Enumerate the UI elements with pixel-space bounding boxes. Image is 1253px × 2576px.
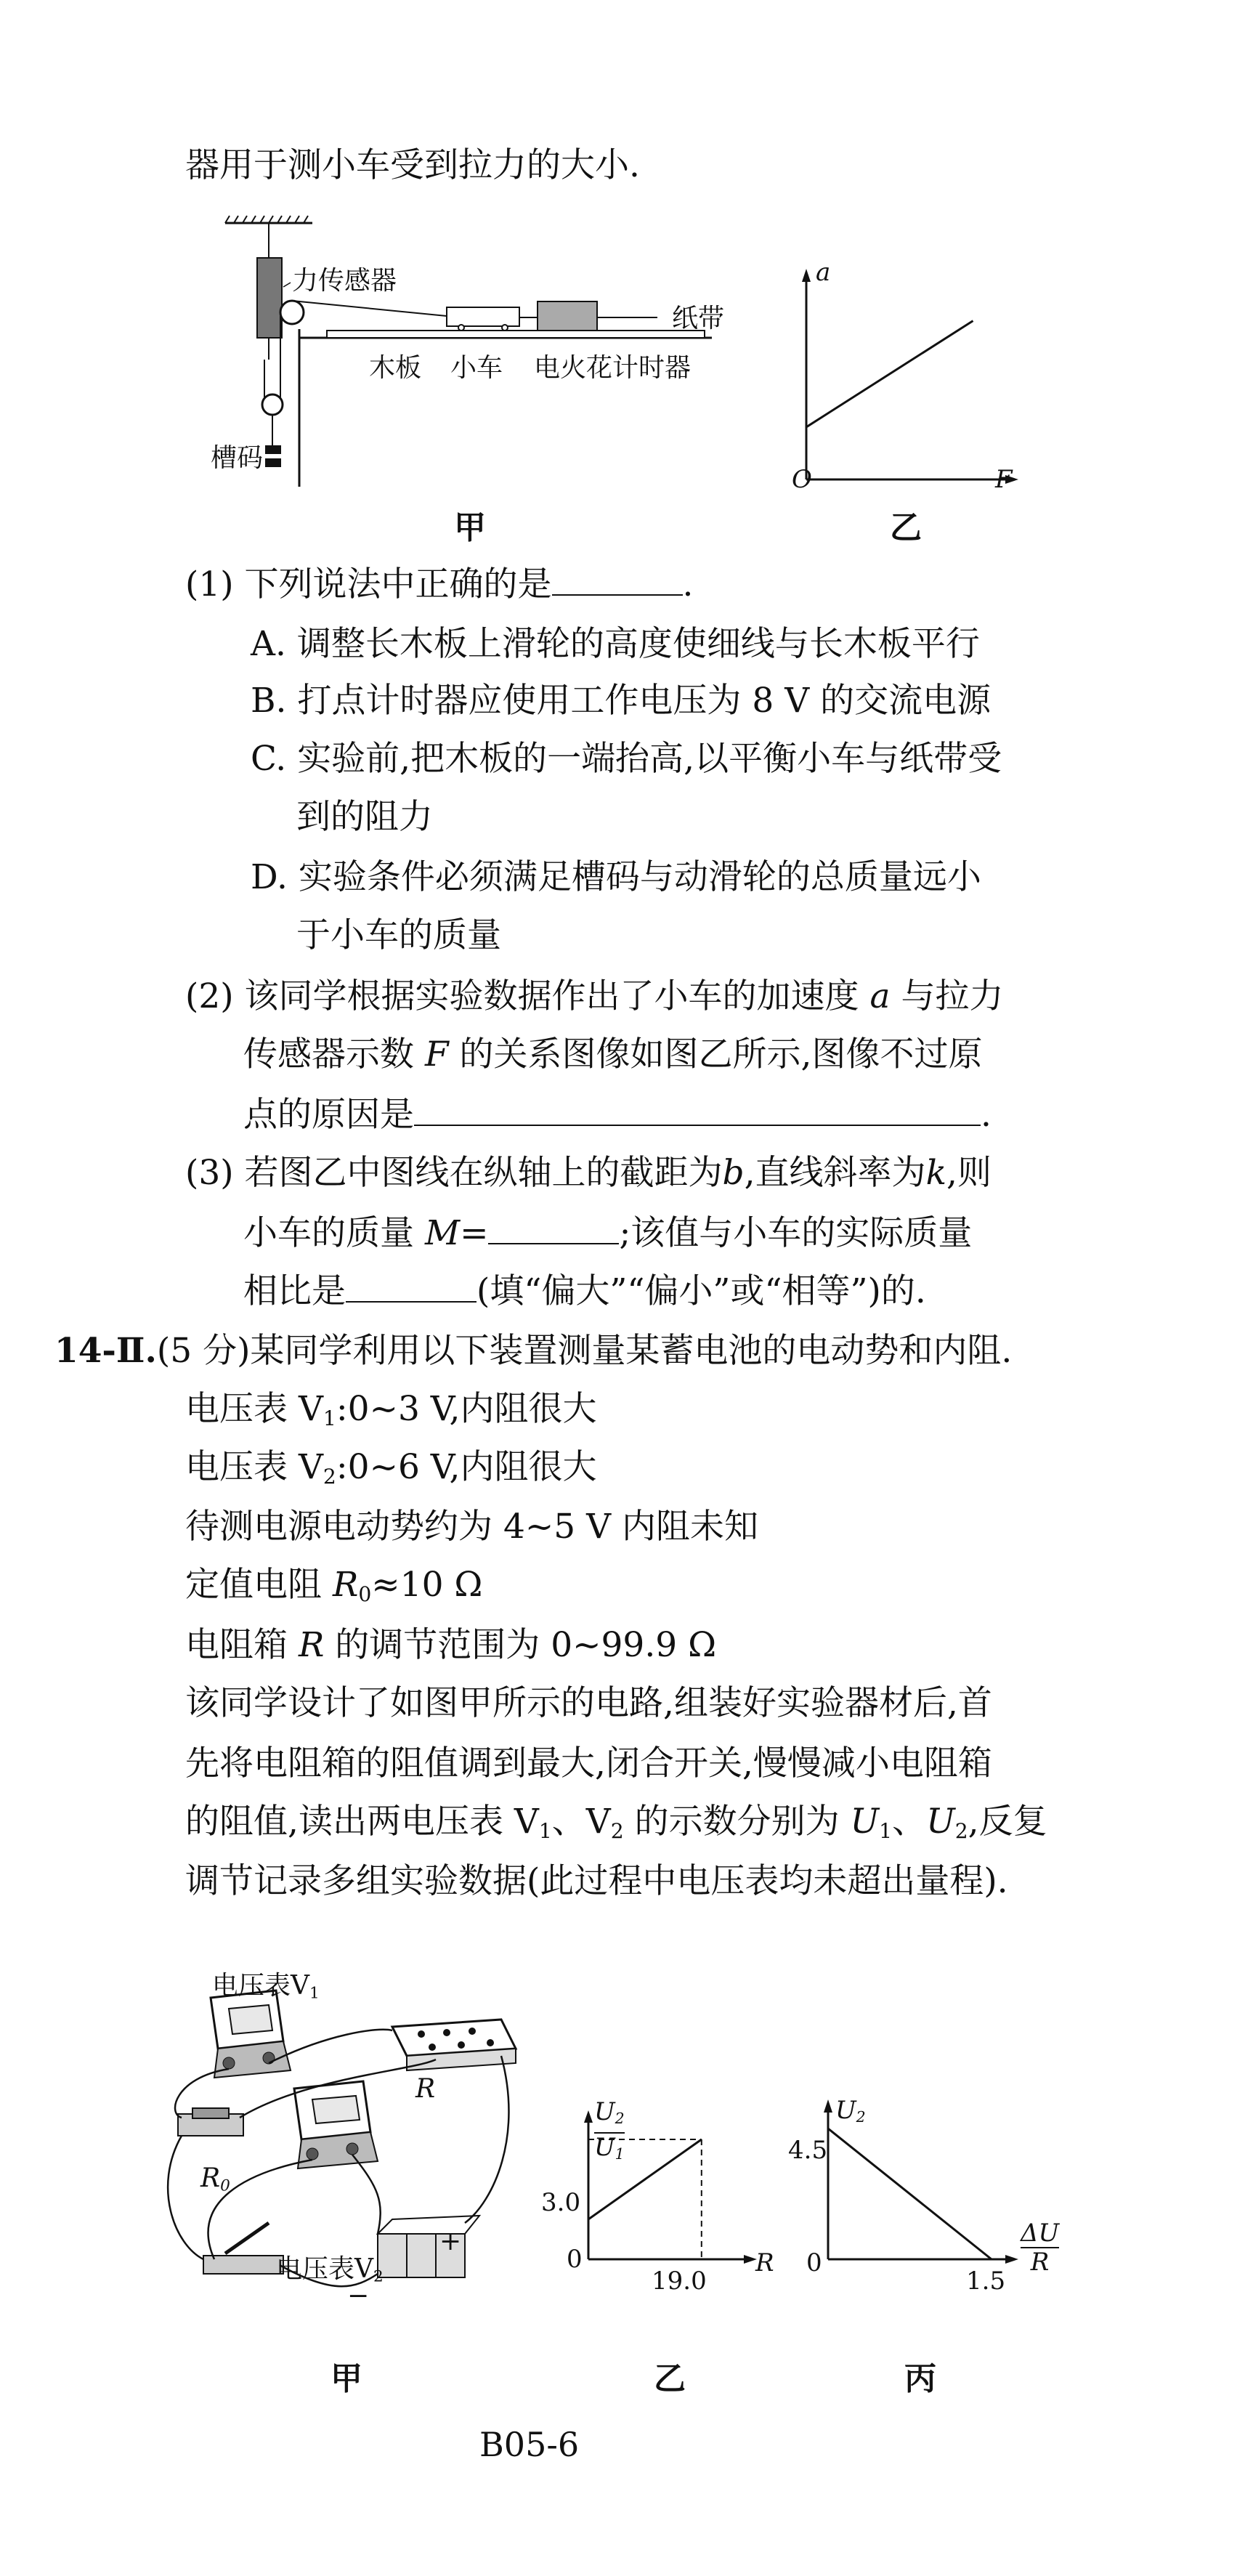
- graph-a-F-ylabel: a: [816, 258, 831, 287]
- graph-a-F-origin: O: [792, 465, 812, 494]
- p14-para-3: 的阻值,读出两电压表 $V_1$、$V_2$ 的示数分别为 $U_1$、$U_2$,反复: [185, 1802, 1047, 1844]
- q3-line3: 相比是 (填“偏大”“偏小”或“相等”)的.: [243, 1271, 926, 1311]
- voltmeter-v2: [294, 2081, 378, 2168]
- label-v2: 电压表$V_2$: [276, 2254, 384, 2286]
- label-r: R: [415, 2074, 436, 2104]
- switch: [203, 2223, 283, 2274]
- q1-stem: (1) 下列说法中正确的是 .: [185, 564, 694, 604]
- series-line-U2-dUR: [828, 2129, 992, 2259]
- q2-line1: (2) 该同学根据实验数据作出了小车的加速度 a 与拉力: [185, 976, 1004, 1016]
- figure-caption-yi: 乙: [890, 509, 922, 546]
- resistor-r0: [178, 2108, 243, 2136]
- label-board: 木板: [369, 353, 422, 383]
- p14-rbox: 电阻箱 R 的调节范围为 0~99.9 Ω: [185, 1625, 717, 1665]
- label-force-sensor: 力传感器: [292, 266, 397, 296]
- q1-option-c: C. 实验前,把木板的一端抬高,以平衡小车与纸带受: [251, 739, 1002, 779]
- label-tape: 纸带: [672, 304, 725, 333]
- q1-option-d: D. 实验条件必须满足槽码与动滑轮的总质量远小: [251, 857, 981, 897]
- graph-ratio-ytick: 3.0: [541, 2188, 581, 2217]
- label-plus: +: [439, 2227, 462, 2256]
- p14-para-1: 该同学设计了如图甲所示的电路,组装好实验器材后,首: [185, 1683, 992, 1723]
- q1-option-b: B. 打点计时器应使用工作电压为 8 V 的交流电源: [251, 681, 992, 721]
- graph-U2-xlabel: ΔU R: [1021, 2219, 1060, 2277]
- label-minus: −: [347, 2281, 370, 2311]
- graph-a-F: [784, 262, 1024, 501]
- page-footer: B05-6: [479, 2425, 580, 2464]
- cart: [447, 307, 519, 326]
- graph-U2-ytick: 4.5: [788, 2136, 828, 2165]
- q1-option-d-cont: 于小车的质量: [296, 915, 501, 955]
- q2-line3: 点的原因是 .: [243, 1095, 992, 1135]
- q1-option-c-cont: 到的阻力: [296, 797, 433, 837]
- figure-caption-jia: 甲: [454, 509, 486, 546]
- resistance-box: [392, 2020, 516, 2070]
- figure-caption-yi-2: 乙: [654, 2360, 686, 2397]
- series-line-a-F: [806, 321, 973, 427]
- q1-option-a: A. 调整长木板上滑轮的高度使细线与长木板平行: [251, 624, 980, 664]
- weight-block: [265, 445, 281, 454]
- graph-U2-origin: 0: [806, 2248, 822, 2277]
- graph-a-F-xlabel: F: [995, 465, 1013, 494]
- p14-r0: 定值电阻 $R_0\approx 10$ Ω: [185, 1565, 483, 1607]
- q3-line1: (3) 若图乙中图线在纵轴上的截距为b,直线斜率为k,则: [185, 1153, 992, 1193]
- p14-para-2: 先将电阻箱的阻值调到最大,闭合开关,慢慢减小电阻箱: [185, 1743, 992, 1783]
- graph-ratio-xlabel: R: [755, 2248, 774, 2277]
- p14-para-4: 调节记录多组实验数据(此过程中电压表均未超出量程).: [185, 1861, 1008, 1901]
- p14-source: 待测电源电动势约为 4~5 V 内阻未知: [185, 1507, 758, 1547]
- p14-v2: 电压表 $V_2:0\sim 6$ V,内阻很大: [185, 1447, 597, 1489]
- graph-ratio-origin: 0: [567, 2245, 583, 2274]
- graph-ratio-ylabel: $U_2$ $U_1$: [594, 2097, 625, 2163]
- graph-U2-ylabel: $U_2$: [835, 2096, 866, 2126]
- q2-line2: 传感器示数 F 的关系图像如图乙所示,图像不过原: [243, 1034, 983, 1074]
- fixed-pulley: [280, 301, 304, 324]
- movable-pulley: [262, 394, 283, 415]
- p14-header: 14-Ⅱ.(5 分)某同学利用以下装置测量某蓄电池的电动势和内阻.: [54, 1331, 1013, 1371]
- label-r0: $R_0$: [200, 2163, 230, 2195]
- graph-U2-dUR: [814, 2092, 1031, 2339]
- board: [327, 331, 705, 338]
- q3-line2: 小车的质量 M= ;该值与小车的实际质量: [243, 1213, 973, 1253]
- battery: [378, 2216, 479, 2277]
- voltmeter-v1: [211, 1990, 291, 2078]
- graph-ratio-xtick: 19.0: [652, 2267, 707, 2296]
- figure-caption-jia-2: 甲: [331, 2360, 362, 2397]
- figure-caption-bing: 丙: [904, 2360, 936, 2397]
- intro-line: 器用于测小车受到拉力的大小.: [185, 145, 640, 185]
- force-sensor: [257, 258, 282, 338]
- spark-timer: [538, 301, 597, 331]
- label-v1: 电压表$V_1$: [212, 1971, 320, 2003]
- label-timer: 电火花计时器: [534, 353, 692, 383]
- label-weights: 槽码: [211, 443, 264, 473]
- p14-v1: 电压表 $V_1:0\sim 3$ V,内阻很大: [185, 1389, 597, 1431]
- weight-block: [265, 458, 281, 467]
- label-cart: 小车: [450, 353, 503, 383]
- graph-U2-xtick: 1.5: [966, 2267, 1006, 2296]
